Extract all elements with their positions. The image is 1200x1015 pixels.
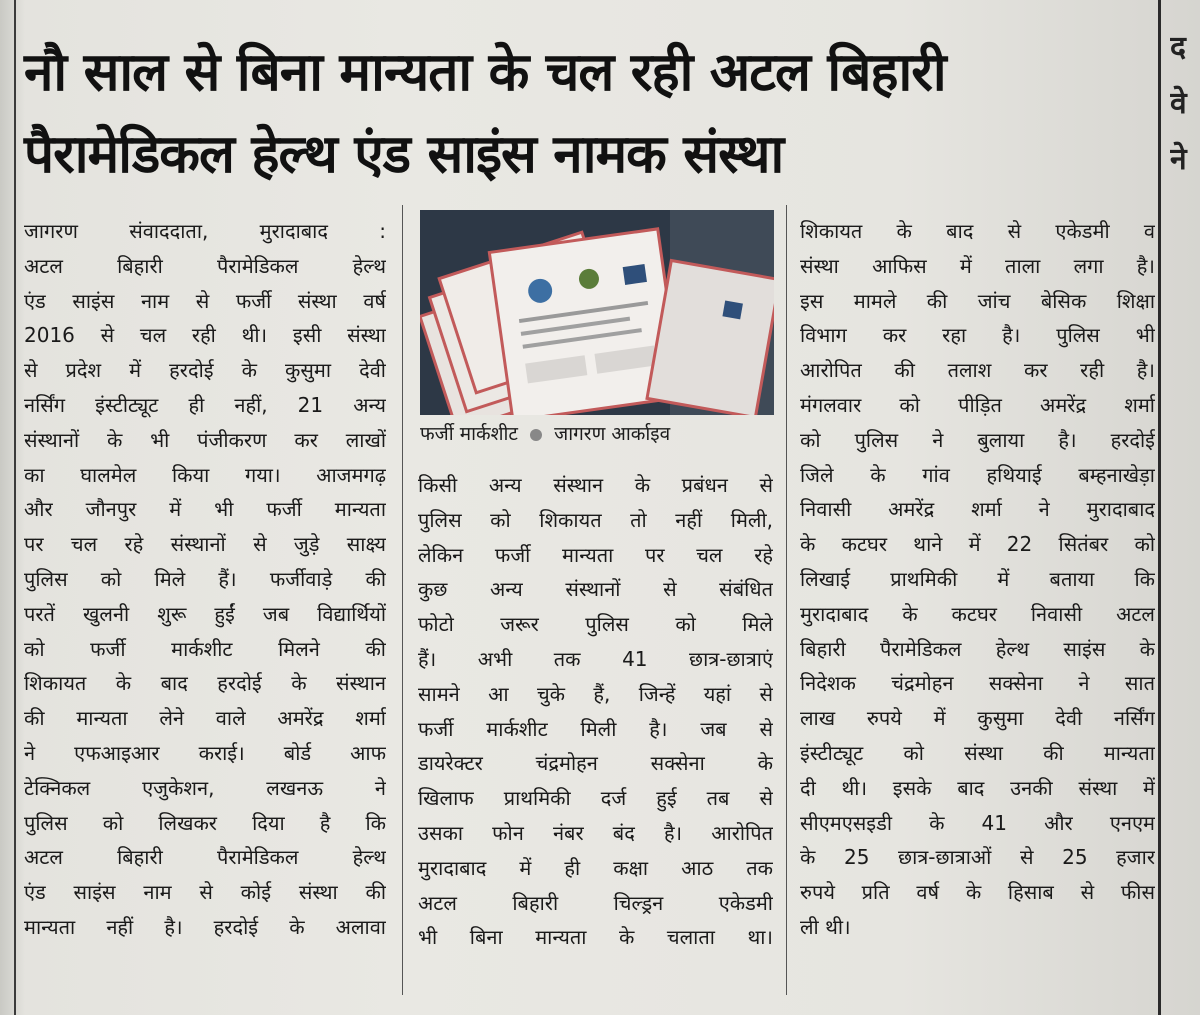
marksheet-photo-image <box>420 210 774 415</box>
text-line: संस्था आफिस में ताला लगा है। <box>800 253 1155 278</box>
headline <box>24 32 1149 196</box>
text-line: सीएमएसइडी के 41 और एनएम <box>800 810 1155 835</box>
text-line: से प्रदेश में हरदोई के कुसुमा देवी <box>24 358 386 383</box>
text-line: पुलिस को शिकायत तो नहीं मिली, <box>418 507 773 532</box>
text-line: आरोपित की तलाश कर रही है। <box>800 358 1155 383</box>
text-line: अटल बिहारी पैरामेडिकल हेल्थ <box>24 845 386 870</box>
article-column-3 <box>800 214 1155 945</box>
text-line: पर चल रहे संस्थानों से जुड़े साक्ष्य <box>24 532 386 557</box>
fragment-text: वे <box>1170 86 1187 121</box>
right-column-rule <box>1158 0 1161 1015</box>
text-line: टेक्निकल एजुकेशन, लखनऊ ने <box>24 775 386 800</box>
article-column-2 <box>418 468 773 955</box>
text-line: का घालमेल किया गया। आजमगढ़ <box>24 462 386 487</box>
text-line: और जौनपुर में भी फर्जी मान्यता <box>24 497 386 522</box>
headline-line-1: नौ साल से बिना मान्यता के चल रही अटल बिहारी <box>24 42 946 103</box>
fragment-text: द <box>1170 30 1186 65</box>
photo-caption <box>420 420 774 448</box>
bullet-dot-icon <box>530 429 542 441</box>
text-line: पुलिस को लिखकर दिया है कि <box>24 810 386 835</box>
adjacent-column-fragment <box>1170 20 1200 188</box>
text-line: पुलिस को मिले हैं। फर्जीवाड़े की <box>24 566 386 591</box>
text-line: मुरादाबाद में ही कक्षा आठ तक <box>418 855 773 880</box>
text-line: खिलाफ प्राथमिकी दर्ज हुई तब से <box>418 786 773 811</box>
text-line: को पुलिस ने बुलाया है। हरदोई <box>800 427 1155 452</box>
text-line: मुरादाबाद के कटघर निवासी अटल <box>800 601 1155 626</box>
text-line: दी थी। इसके बाद उनकी संस्था में <box>800 775 1155 800</box>
text-line: फोटो जरूर पुलिस को मिले <box>418 612 773 637</box>
text-line: उसका फोन नंबर बंद है। आरोपित <box>418 820 773 845</box>
text-line: इस मामले की जांच बेसिक शिक्षा <box>800 288 1155 313</box>
text-line: अटल बिहारी चिल्ड्रन एकेडमी <box>418 890 773 915</box>
text-line: अटल बिहारी पैरामेडिकल हेल्थ <box>24 253 386 278</box>
text-line: ने एफआइआर कराई। बोर्ड आफ <box>24 740 386 765</box>
text-line: की मान्यता लेने वाले अमरेंद्र शर्मा <box>24 706 386 731</box>
text-line: रुपये प्रति वर्ष के हिसाब से फीस <box>800 880 1155 905</box>
text-line: 2016 से चल रही थी। इसी संस्था <box>24 323 386 348</box>
column-divider <box>402 205 403 995</box>
text-line: लेकिन फर्जी मान्यता पर चल रहे <box>418 542 773 567</box>
text-line: कुछ अन्य संस्थानों से संबंधित <box>418 577 773 602</box>
text-line: इंस्टीट्यूट को संस्था की मान्यता <box>800 740 1155 765</box>
text-line: लिखाई प्राथमिकी में बताया कि <box>800 566 1155 591</box>
caption-text: फर्जी मार्कशीट <box>420 423 518 445</box>
text-line: संस्थानों के भी पंजीकरण कर लाखों <box>24 427 386 452</box>
text-line: डायरेक्टर चंद्रमोहन सक्सेना के <box>418 751 773 776</box>
text-line: हैं। अभी तक 41 छात्र-छात्राएं <box>418 646 773 671</box>
text-line: सामने आ चुके हैं, जिन्हें यहां से <box>418 681 773 706</box>
text-line: ली थी। <box>800 914 851 939</box>
text-line: मंगलवार को पीड़ित अमरेंद्र शर्मा <box>800 392 1155 417</box>
fragment-text: ने <box>1170 142 1187 177</box>
text-line: के 25 छात्र-छात्राओं से 25 हजार <box>800 845 1155 870</box>
text-line: के कटघर थाने में 22 सितंबर को <box>800 532 1155 557</box>
text-line: किसी अन्य संस्थान के प्रबंधन से <box>418 473 773 497</box>
left-column-rule <box>14 0 16 1015</box>
marksheet-photo <box>420 210 774 415</box>
text-line: लाख रुपये में कुसुमा देवी नर्सिंग <box>800 706 1155 731</box>
text-line: शिकायत के बाद हरदोई के संस्थान <box>24 671 386 696</box>
text-line: एंड साइंस नाम से कोई संस्था की <box>24 880 386 905</box>
text-line: शिकायत के बाद से एकेडमी व <box>800 219 1155 243</box>
text-line: एंड साइंस नाम से फर्जी संस्था वर्ष <box>24 288 386 313</box>
byline: जागरण संवाददाता, मुरादाबाद : <box>24 219 386 243</box>
text-line: नर्सिंग इंस्टीट्यूट ही नहीं, 21 अन्य <box>24 392 386 417</box>
text-line: जिले के गांव हथियाई बम्हनाखेड़ा <box>800 462 1155 487</box>
text-line: परतें खुलनी शुरू हुईं जब विद्यार्थियों <box>24 601 386 626</box>
text-line: बिहारी पैरामेडिकल हेल्थ साइंस के <box>800 636 1155 661</box>
caption-credit: जागरण आर्काइव <box>554 423 671 445</box>
column-divider <box>786 205 787 995</box>
text-line: मान्यता नहीं है। हरदोई के अलावा <box>24 914 386 939</box>
text-line: भी बिना मान्यता के चलाता था। <box>418 925 773 950</box>
text-line: को फर्जी मार्कशीट मिलने की <box>24 636 386 661</box>
text-line: फर्जी मार्कशीट मिली है। जब से <box>418 716 773 741</box>
text-line: निदेशक चंद्रमोहन सक्सेना ने सात <box>800 671 1155 696</box>
text-line: निवासी अमरेंद्र शर्मा ने मुरादाबाद <box>800 497 1155 522</box>
headline-line-2: पैरामेडिकल हेल्थ एंड साइंस नामक संस्था <box>24 124 784 185</box>
article-column-1 <box>24 214 386 945</box>
text-line: विभाग कर रहा है। पुलिस भी <box>800 323 1155 348</box>
